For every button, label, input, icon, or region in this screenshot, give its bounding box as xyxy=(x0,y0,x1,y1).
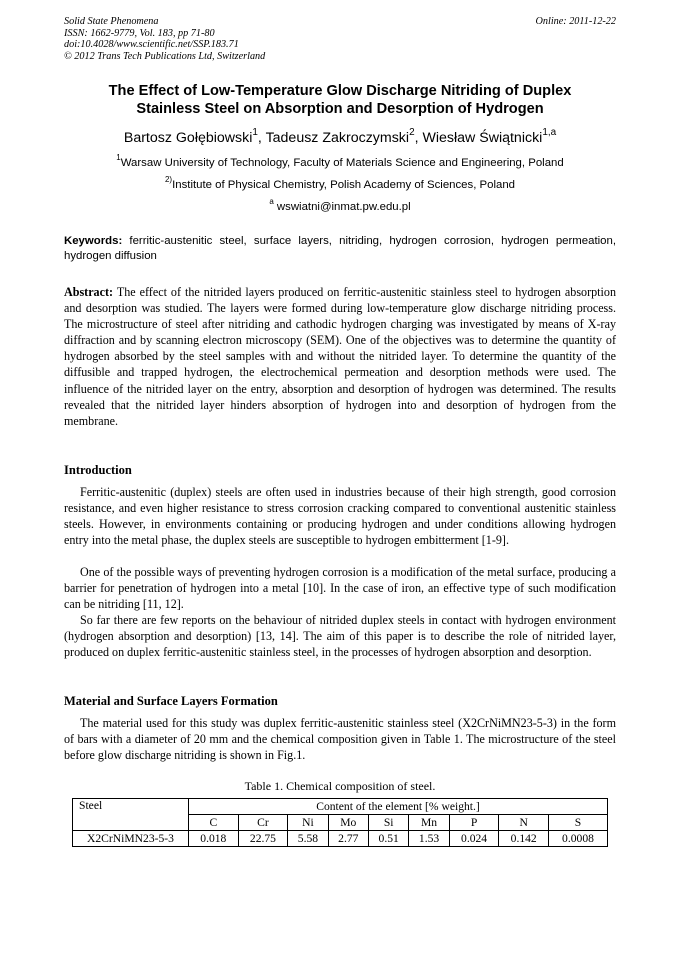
copyright: © 2012 Trans Tech Publications Ltd, Switzerland xyxy=(64,50,266,62)
abstract-label: Abstract: xyxy=(64,285,114,299)
value-cell: 0.51 xyxy=(369,831,409,847)
element-header-cell: Ni xyxy=(288,815,328,831)
keywords-text: ferritic-austenitic steel, surface layers, nitriding, hydrogen corrosion, hydrogen permeation, hydrogen diffusion xyxy=(64,235,616,262)
table-header-row xyxy=(73,799,608,815)
affiliation-1 xyxy=(64,153,616,170)
author-name: Tadeusz Zakroczymski xyxy=(265,130,410,146)
author-list xyxy=(64,129,616,147)
element-header-cell: Mo xyxy=(328,815,368,831)
element-header-cell: Mn xyxy=(409,815,449,831)
title-line-2: Stainless Steel on Absorption and Desorption of Hydrogen xyxy=(136,101,544,117)
author-sep: , xyxy=(414,130,423,146)
keywords xyxy=(64,234,616,264)
doi: doi:10.4028/www.scientific.net/SSP.183.71 xyxy=(64,39,239,50)
value-cell: 2.77 xyxy=(328,831,368,847)
affil-sup: 2) xyxy=(164,175,173,185)
content-header-cell: Content of the element [% weight.] xyxy=(189,799,608,815)
value-cell: 0.0008 xyxy=(549,831,608,847)
table-row xyxy=(73,831,608,847)
affil-text: Institute of Physical Chemistry, Polish Academy of Sciences, Poland xyxy=(172,179,516,191)
author-affil-sup: 1 xyxy=(252,127,258,139)
paper-title xyxy=(64,82,616,118)
affil-text: Warsaw University of Technology, Faculty of Materials Science and Engineering, Poland xyxy=(120,157,564,169)
keywords-label: Keywords: xyxy=(64,235,123,247)
element-header-cell: C xyxy=(189,815,239,831)
element-header-cell: P xyxy=(449,815,499,831)
section-heading-introduction: Introduction xyxy=(64,463,132,477)
intro-paragraph-3: So far there are few reports on the behaviour of nitrided duplex steels in contact with hydrogen environment (hydrogen absorption and desorption) [13, 14]. The aim of this paper is to describe the role of nitrided layer, produced on duplex ferritic-austenitic stainless steel, in the processes of hydrogen absorption and desorption. xyxy=(64,613,616,660)
affiliation-2 xyxy=(64,175,616,192)
element-header-cell: N xyxy=(499,815,549,831)
element-header-cell: Si xyxy=(369,815,409,831)
element-header-cell: Cr xyxy=(238,815,288,831)
online-date: Online: 2011-12-22 xyxy=(535,16,616,27)
issn: ISSN: 1662-9779, Vol. 183, pp 71-80 xyxy=(64,27,215,39)
intro-paragraph-1: Ferritic-austenitic (duplex) steels are often used in industries because of their high strength, good corrosion resistance, and even higher resistance to stress corrosion cracking compared to conventional austenitic stainless steels. However, in environments containing or producing hydrogen and under conditions allowing hydrogen entry into the metal phase, the duplex steels are susceptible to hydrogen embitterment [1-9]. xyxy=(64,485,616,548)
author-affil-sup: 1,a xyxy=(542,127,557,139)
running-header xyxy=(64,16,616,62)
steel-header-cell: Steel xyxy=(73,799,189,831)
title-line-1: The Effect of Low-Temperature Glow Discharge Nitriding of Duplex xyxy=(108,83,572,99)
affil-sup: 1 xyxy=(116,153,121,163)
value-cell: 0.018 xyxy=(189,831,239,847)
value-cell: 22.75 xyxy=(238,831,288,847)
corresponding-email xyxy=(64,197,616,214)
value-cell: 5.58 xyxy=(288,831,328,847)
author-name: Bartosz Gołębiowski xyxy=(123,130,253,146)
journal-name: Solid State Phenomena xyxy=(64,16,159,27)
chemical-composition-table xyxy=(72,798,608,847)
author-name: Wiesław Świątnicki xyxy=(422,130,543,146)
author-affil-sup: 2 xyxy=(409,127,415,139)
steel-name-cell: X2CrNiMN23-5-3 xyxy=(73,831,189,847)
value-cell: 0.142 xyxy=(499,831,549,847)
material-paragraph-1: The material used for this study was duplex ferritic-austenitic stainless steel (X2CrNiMN23-5-3) in the form of bars with a diameter of 20 mm and the chemical composition given in Table 1. The microstructure of the steel before glow discharge nitriding is shown in Fig.1. xyxy=(64,716,616,763)
author-sep: , xyxy=(257,130,266,146)
email-address: wswiatni@inmat.pw.edu.pl xyxy=(273,201,411,213)
value-cell: 0.024 xyxy=(449,831,499,847)
abstract-text: The effect of the nitrided layers produced on ferritic-austenitic stainless steel to hydrogen absorption and desorption was studied. The layers were formed during low-temperature glow discharge nitriding process. The microstructure of steel after nitriding and cathodic hydrogen charging was investigated by means of X-ray diffraction and by scanning electron microscopy (SEM). One of the objectives was to determine the quantity of hydrogen absorbed by the steel samples with and without the nitrided layer. To determine the quantity of the diffusible and trapped hydrogen, the electrochemical permeation and desorption methods were used. The influence of the nitrided layer on the entry, absorption and desorption of hydrogen was determined. The results revealed that the nitrided layer hinders absorption of hydrogen into and desorption of hydrogen from the membrane. xyxy=(64,285,616,428)
email-sup: a xyxy=(269,197,274,207)
abstract xyxy=(64,284,616,429)
intro-paragraph-2: One of the possible ways of preventing hydrogen corrosion is a modification of the metal surface, producing a barrier for penetration of hydrogen into a metal [10]. In the case of iron, an effective type of such modification can be nitriding [11, 12]. xyxy=(64,565,616,612)
value-cell: 1.53 xyxy=(409,831,449,847)
section-heading-material: Material and Surface Layers Formation xyxy=(64,694,278,708)
table-caption: Table 1. Chemical composition of steel. xyxy=(244,779,436,793)
element-header-cell: S xyxy=(549,815,608,831)
